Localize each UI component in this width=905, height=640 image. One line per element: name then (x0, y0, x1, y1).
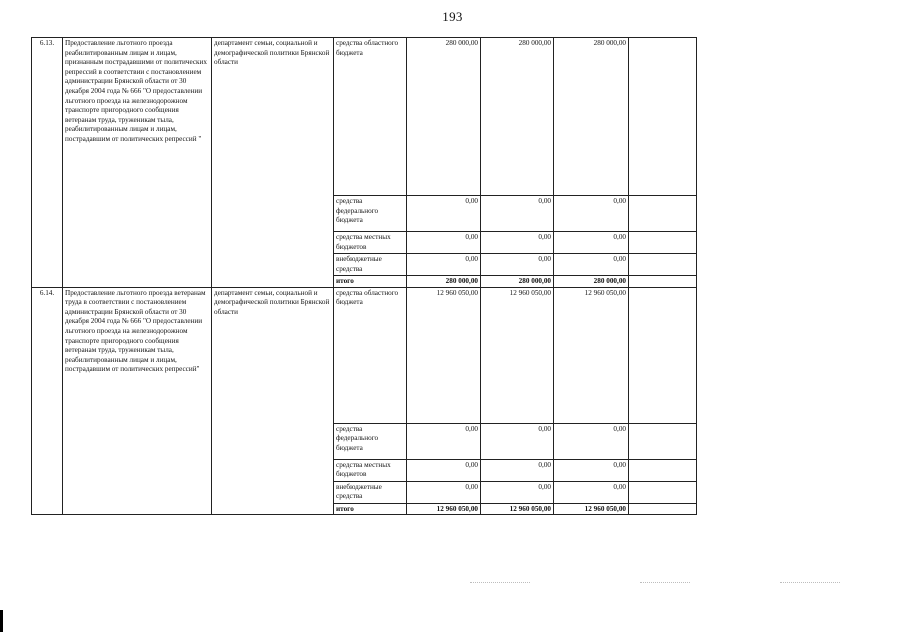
amount-cell: 0,00 (481, 459, 554, 481)
funding-source: средства федерального бюджета (334, 423, 407, 459)
amount-cell: 0,00 (481, 196, 554, 232)
table-row (32, 38, 697, 196)
scan-dots (780, 582, 840, 584)
empty-cell (629, 232, 697, 254)
amount-cell: 0,00 (407, 481, 481, 503)
measure-description: Предоставление льготного проезда ветеранам труда в соответствии с постановлением администрации Брянской области от 30 декабря 2004 года № 666 "О предоставлении льготного проезда на железнодорожном транспорте пригородного сообщения ветеранам труда, труженикам тыла, реабилитированным лицам и лицам, пострадавшим от политических репрессий" (63, 287, 212, 515)
amount-cell: 280 000,00 (407, 38, 481, 196)
empty-cell (629, 254, 697, 276)
amount-cell: 0,00 (481, 254, 554, 276)
funding-source: средства областного бюджета (334, 287, 407, 423)
amount-cell: 0,00 (407, 423, 481, 459)
total-amount: 280 000,00 (481, 276, 554, 288)
amount-cell: 0,00 (554, 196, 629, 232)
total-amount: 280 000,00 (554, 276, 629, 288)
scan-edge-mark (0, 610, 3, 632)
empty-cell (629, 503, 697, 515)
amount-cell: 12 960 050,00 (407, 287, 481, 423)
amount-cell: 0,00 (554, 459, 629, 481)
amount-cell: 0,00 (481, 423, 554, 459)
funding-source: внебюджетные средства (334, 254, 407, 276)
amount-cell: 0,00 (554, 232, 629, 254)
amount-cell: 12 960 050,00 (481, 287, 554, 423)
amount-cell: 280 000,00 (481, 38, 554, 196)
page-number: 193 (442, 9, 463, 24)
measure-description: Предоставление льготного проезда реабилитированным лицам и лицам, признанным пострадавшими от политических репрессий в соответствии с постановлением администрации Брянской области от 30 декабря 2004 года № 666 "О предоставлении льготного проезда на железнодорожном транспорте пригородного сообщения ветеранам труда, труженикам тыла, реабилитированным лицам и лицам, пострадавшим от политических репрессий " (63, 38, 212, 288)
total-label: итого (334, 276, 407, 288)
amount-cell: 0,00 (481, 481, 554, 503)
funding-source: внебюджетные средства (334, 481, 407, 503)
amount-cell: 0,00 (407, 459, 481, 481)
amount-cell: 280 000,00 (554, 38, 629, 196)
funding-source: средства областного бюджета (334, 38, 407, 196)
scan-dots (470, 582, 530, 584)
total-amount: 12 960 050,00 (481, 503, 554, 515)
funding-source: средства федерального бюджета (334, 196, 407, 232)
row-number: 6.14. (32, 287, 63, 515)
funding-source: средства местных бюджетов (334, 232, 407, 254)
empty-cell (629, 276, 697, 288)
amount-cell: 0,00 (554, 254, 629, 276)
budget-table (31, 37, 697, 515)
row-number: 6.13. (32, 38, 63, 288)
amount-cell: 0,00 (554, 481, 629, 503)
amount-cell: 0,00 (407, 254, 481, 276)
empty-cell (629, 287, 697, 423)
total-amount: 12 960 050,00 (554, 503, 629, 515)
empty-cell (629, 459, 697, 481)
empty-cell (629, 196, 697, 232)
amount-cell: 0,00 (407, 232, 481, 254)
table-row (32, 287, 697, 423)
empty-cell (629, 481, 697, 503)
empty-cell (629, 38, 697, 196)
executor: департамент семьи, социальной и демографической политики Брянской области (212, 38, 334, 288)
total-label: итого (334, 503, 407, 515)
amount-cell: 12 960 050,00 (554, 287, 629, 423)
amount-cell: 0,00 (481, 232, 554, 254)
amount-cell: 0,00 (407, 196, 481, 232)
scan-dots (640, 582, 690, 584)
empty-cell (629, 423, 697, 459)
funding-source: средства местных бюджетов (334, 459, 407, 481)
total-amount: 12 960 050,00 (407, 503, 481, 515)
total-amount: 280 000,00 (407, 276, 481, 288)
executor: департамент семьи, социальной и демографической политики Брянской области (212, 287, 334, 515)
amount-cell: 0,00 (554, 423, 629, 459)
